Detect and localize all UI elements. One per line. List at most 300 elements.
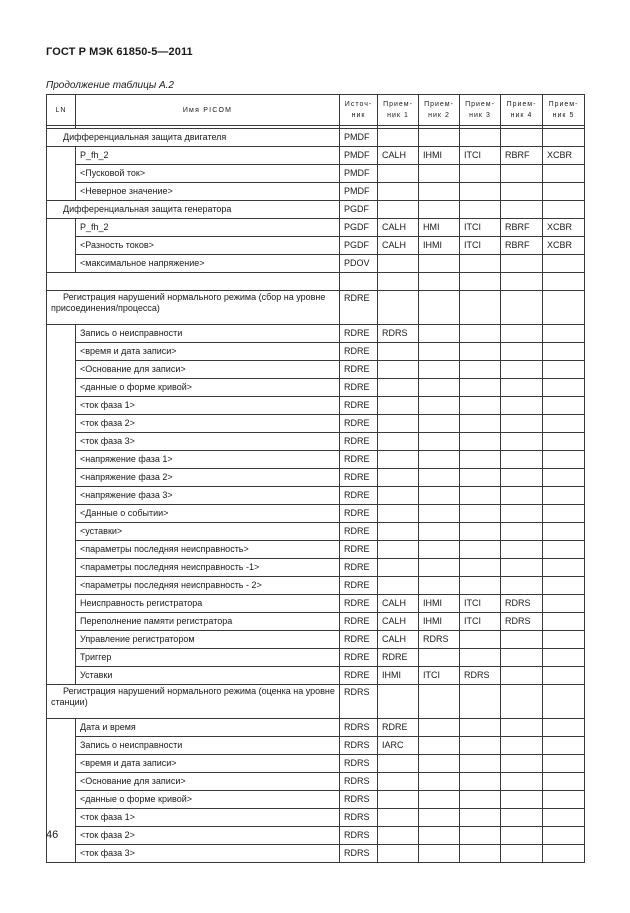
picom-name-cell: Уставки <box>76 667 340 685</box>
receiver-cell: CALH <box>378 613 419 631</box>
header-receiver-2: Прием-ник 2 <box>419 95 460 126</box>
receiver-cell <box>543 541 585 559</box>
receiver-cell <box>419 325 460 343</box>
receiver-cell <box>419 737 460 755</box>
receiver-cell: RDRE <box>378 719 419 737</box>
receiver-cell <box>419 165 460 183</box>
table-row <box>47 791 585 809</box>
receiver-cell <box>378 397 419 415</box>
ln-indent-cell <box>47 147 76 201</box>
table-row <box>47 343 585 361</box>
receiver-cell <box>378 755 419 773</box>
receiver-cell: RDRS <box>460 667 501 685</box>
receiver-cell <box>543 791 585 809</box>
receiver-cell: XCBR <box>543 147 585 165</box>
receiver-cell <box>543 613 585 631</box>
receiver-cell <box>378 273 419 291</box>
receiver-cell: CALH <box>378 219 419 237</box>
source-cell: RDRS <box>340 845 378 863</box>
source-cell: PMDF <box>340 129 378 147</box>
source-cell: RDRE <box>340 451 378 469</box>
receiver-cell <box>501 183 543 201</box>
table-row <box>47 433 585 451</box>
picom-name-cell: P_fh_2 <box>76 219 340 237</box>
picom-name-cell: <данные о форме кривой> <box>76 791 340 809</box>
receiver-cell <box>501 129 543 147</box>
receiver-cell <box>501 845 543 863</box>
receiver-cell <box>501 379 543 397</box>
receiver-cell <box>460 559 501 577</box>
picom-name-cell: Переполнение памяти регистратора <box>76 613 340 631</box>
receiver-cell <box>501 433 543 451</box>
receiver-cell <box>378 415 419 433</box>
receiver-cell <box>501 505 543 523</box>
source-cell: PGDF <box>340 219 378 237</box>
receiver-cell <box>419 541 460 559</box>
picom-name-cell: Запись о неисправности <box>76 325 340 343</box>
picom-name-cell: Дата и время <box>76 719 340 737</box>
receiver-cell <box>543 755 585 773</box>
receiver-cell <box>460 809 501 827</box>
group-name-cell: Регистрация нарушений нормального режима (сбор на уровне присоединения/процесса) <box>47 291 340 325</box>
receiver-cell <box>460 291 501 325</box>
table-row <box>47 577 585 595</box>
receiver-cell <box>419 809 460 827</box>
receiver-cell <box>501 255 543 273</box>
ln-indent-cell <box>47 325 76 685</box>
receiver-cell <box>501 809 543 827</box>
receiver-cell: HMI <box>419 219 460 237</box>
receiver-cell <box>419 451 460 469</box>
receiver-cell <box>543 379 585 397</box>
receiver-cell <box>378 183 419 201</box>
receiver-cell <box>543 559 585 577</box>
receiver-cell <box>460 325 501 343</box>
source-cell: RDRE <box>340 613 378 631</box>
receiver-cell <box>460 577 501 595</box>
receiver-cell <box>543 415 585 433</box>
receiver-cell <box>378 773 419 791</box>
receiver-cell <box>419 755 460 773</box>
receiver-cell <box>419 343 460 361</box>
receiver-cell <box>378 559 419 577</box>
table-row <box>47 487 585 505</box>
receiver-cell <box>378 451 419 469</box>
picom-name-cell: <максимальное напряжение> <box>76 255 340 273</box>
receiver-cell <box>501 325 543 343</box>
receiver-cell <box>460 165 501 183</box>
picom-name-cell: Запись о неисправности <box>76 737 340 755</box>
receiver-cell <box>378 129 419 147</box>
source-cell: RDRS <box>340 737 378 755</box>
receiver-cell <box>543 255 585 273</box>
receiver-cell <box>419 559 460 577</box>
receiver-cell: RDRS <box>501 595 543 613</box>
group-row <box>47 291 585 325</box>
receiver-cell <box>460 827 501 845</box>
receiver-cell <box>501 755 543 773</box>
source-cell: PMDF <box>340 147 378 165</box>
receiver-cell: RDRS <box>419 631 460 649</box>
picom-name-cell: <Разность токов> <box>76 237 340 255</box>
source-cell: RDRE <box>340 469 378 487</box>
table-row <box>47 631 585 649</box>
picom-name-cell: <Основание для записи> <box>76 361 340 379</box>
receiver-cell <box>460 719 501 737</box>
receiver-cell: ITCI <box>419 667 460 685</box>
receiver-cell <box>543 505 585 523</box>
receiver-cell: RBRF <box>501 147 543 165</box>
source-cell: RDRE <box>340 415 378 433</box>
picom-name-cell: Неисправность регистратора <box>76 595 340 613</box>
table-row <box>47 255 585 273</box>
receiver-cell <box>378 255 419 273</box>
receiver-cell <box>460 505 501 523</box>
picom-name-cell: <ток фаза 3> <box>76 845 340 863</box>
table-row <box>47 737 585 755</box>
receiver-cell: ITCI <box>460 613 501 631</box>
header-receiver-3: Прием-ник 3 <box>460 95 501 126</box>
receiver-cell <box>543 773 585 791</box>
receiver-cell <box>378 577 419 595</box>
picom-name-cell: <напряжение фаза 3> <box>76 487 340 505</box>
receiver-cell <box>378 343 419 361</box>
source-cell: RDRE <box>340 397 378 415</box>
receiver-cell <box>501 577 543 595</box>
receiver-cell <box>543 719 585 737</box>
receiver-cell <box>419 649 460 667</box>
table-row <box>47 219 585 237</box>
receiver-cell <box>460 845 501 863</box>
receiver-cell <box>378 291 419 325</box>
receiver-cell <box>419 129 460 147</box>
receiver-cell <box>460 541 501 559</box>
receiver-cell <box>378 487 419 505</box>
table-row <box>47 361 585 379</box>
receiver-cell <box>378 469 419 487</box>
receiver-cell <box>419 523 460 541</box>
table-row <box>47 469 585 487</box>
receiver-cell <box>419 469 460 487</box>
table-row <box>47 649 585 667</box>
receiver-cell <box>460 631 501 649</box>
receiver-cell <box>543 183 585 201</box>
receiver-cell: RDRS <box>378 325 419 343</box>
receiver-cell <box>378 433 419 451</box>
picom-name-cell: <напряжение фаза 1> <box>76 451 340 469</box>
receiver-cell <box>501 343 543 361</box>
table-row <box>47 755 585 773</box>
receiver-cell: XCBR <box>543 237 585 255</box>
receiver-cell <box>419 773 460 791</box>
receiver-cell <box>501 631 543 649</box>
picom-name-cell: P_fh_2 <box>76 147 340 165</box>
source-cell: RDRE <box>340 343 378 361</box>
receiver-cell <box>460 397 501 415</box>
receiver-cell <box>378 845 419 863</box>
table-row <box>47 183 585 201</box>
receiver-cell <box>543 361 585 379</box>
receiver-cell <box>543 129 585 147</box>
source-cell: RDRE <box>340 505 378 523</box>
table-row <box>47 667 585 685</box>
header-picom-name: Имя PICOM <box>76 95 340 126</box>
source-cell: RDRE <box>340 631 378 649</box>
source-cell: RDRS <box>340 827 378 845</box>
receiver-cell <box>501 719 543 737</box>
group-row <box>47 685 585 719</box>
receiver-cell <box>460 361 501 379</box>
picom-name-cell: <уставки> <box>76 523 340 541</box>
receiver-cell <box>543 325 585 343</box>
receiver-cell <box>460 451 501 469</box>
receiver-cell <box>460 791 501 809</box>
table-row <box>47 559 585 577</box>
receiver-cell <box>419 255 460 273</box>
receiver-cell <box>460 273 501 291</box>
receiver-cell <box>501 649 543 667</box>
receiver-cell: ITCI <box>460 237 501 255</box>
receiver-cell: XCBR <box>543 219 585 237</box>
receiver-cell <box>419 845 460 863</box>
receiver-cell <box>501 451 543 469</box>
receiver-cell <box>543 845 585 863</box>
receiver-cell <box>543 433 585 451</box>
receiver-cell <box>543 291 585 325</box>
header-receiver-5: Прием-ник 5 <box>543 95 585 126</box>
receiver-cell <box>501 415 543 433</box>
receiver-cell <box>419 397 460 415</box>
source-cell: RDRS <box>340 685 378 719</box>
empty-name-cell <box>47 273 340 291</box>
receiver-cell <box>378 165 419 183</box>
receiver-cell: CALH <box>378 631 419 649</box>
receiver-cell <box>460 343 501 361</box>
group-row <box>47 129 585 147</box>
picom-name-cell: <параметры последняя неисправность -1> <box>76 559 340 577</box>
header-source: Источ-ник <box>340 95 378 126</box>
receiver-cell <box>501 361 543 379</box>
source-cell: RDRE <box>340 541 378 559</box>
receiver-cell <box>501 165 543 183</box>
receiver-cell <box>460 255 501 273</box>
receiver-cell <box>501 773 543 791</box>
receiver-cell <box>543 451 585 469</box>
receiver-cell <box>378 361 419 379</box>
ln-indent-cell <box>47 219 76 273</box>
receiver-cell <box>419 201 460 219</box>
receiver-cell <box>543 487 585 505</box>
receiver-cell <box>501 397 543 415</box>
source-cell: RDRE <box>340 361 378 379</box>
header-receiver-4: Прием-ник 4 <box>501 95 543 126</box>
source-cell: PGDF <box>340 201 378 219</box>
receiver-cell <box>378 791 419 809</box>
header-ln: LN <box>47 95 76 126</box>
receiver-cell <box>460 737 501 755</box>
receiver-cell: IHMI <box>419 237 460 255</box>
receiver-cell: ITCI <box>460 147 501 165</box>
source-cell: RDRE <box>340 649 378 667</box>
receiver-cell <box>419 183 460 201</box>
receiver-cell <box>460 487 501 505</box>
picom-name-cell: Триггер <box>76 649 340 667</box>
picom-name-cell: <Данные о событии> <box>76 505 340 523</box>
receiver-cell <box>501 791 543 809</box>
source-cell: RDRE <box>340 595 378 613</box>
table-caption: Продолжение таблицы А.2 <box>46 80 174 91</box>
receiver-cell <box>501 487 543 505</box>
picom-name-cell: <параметры последняя неисправность - 2> <box>76 577 340 595</box>
receiver-cell <box>501 523 543 541</box>
receiver-cell <box>543 631 585 649</box>
source-cell <box>340 273 378 291</box>
table-row <box>47 147 585 165</box>
source-cell: RDRE <box>340 667 378 685</box>
receiver-cell <box>378 379 419 397</box>
receiver-cell <box>543 273 585 291</box>
picom-name-cell: Управление регистратором <box>76 631 340 649</box>
picom-name-cell: <ток фаза 3> <box>76 433 340 451</box>
receiver-cell <box>543 595 585 613</box>
receiver-cell <box>419 379 460 397</box>
receiver-cell <box>378 827 419 845</box>
empty-row <box>47 273 585 291</box>
receiver-cell <box>460 183 501 201</box>
receiver-cell <box>501 469 543 487</box>
header-receiver-1: Прием-ник 1 <box>378 95 419 126</box>
source-cell: RDRE <box>340 577 378 595</box>
receiver-cell <box>460 379 501 397</box>
group-name-cell: Дифференциальная защита двигателя <box>47 129 340 147</box>
table-row <box>47 325 585 343</box>
source-cell: PGDF <box>340 237 378 255</box>
receiver-cell <box>419 791 460 809</box>
receiver-cell <box>460 773 501 791</box>
receiver-cell <box>543 809 585 827</box>
receiver-cell <box>419 487 460 505</box>
receiver-cell <box>378 685 419 719</box>
receiver-cell <box>543 827 585 845</box>
picom-name-cell: <Неверное значение> <box>76 183 340 201</box>
receiver-cell <box>378 523 419 541</box>
receiver-cell <box>543 165 585 183</box>
receiver-cell <box>460 415 501 433</box>
receiver-cell <box>543 343 585 361</box>
receiver-cell <box>419 685 460 719</box>
receiver-cell <box>543 201 585 219</box>
receiver-cell <box>419 719 460 737</box>
picom-name-cell: <ток фаза 1> <box>76 809 340 827</box>
table-header-row <box>47 95 585 126</box>
receiver-cell <box>460 469 501 487</box>
table-row <box>47 773 585 791</box>
picom-name-cell: <время и дата записи> <box>76 755 340 773</box>
source-cell: RDRS <box>340 755 378 773</box>
receiver-cell <box>460 129 501 147</box>
table-row <box>47 719 585 737</box>
table-row <box>47 827 585 845</box>
receiver-cell <box>501 827 543 845</box>
receiver-cell <box>543 649 585 667</box>
receiver-cell <box>378 201 419 219</box>
picom-name-cell: <параметры последняя неисправность> <box>76 541 340 559</box>
receiver-cell <box>419 415 460 433</box>
receiver-cell <box>460 523 501 541</box>
picom-name-cell: <ток фаза 2> <box>76 827 340 845</box>
table-row <box>47 845 585 863</box>
receiver-cell: RDRS <box>501 613 543 631</box>
receiver-cell <box>543 397 585 415</box>
source-cell: RDRS <box>340 809 378 827</box>
receiver-cell <box>460 649 501 667</box>
table-row <box>47 165 585 183</box>
receiver-cell <box>460 685 501 719</box>
receiver-cell <box>460 201 501 219</box>
receiver-cell <box>501 273 543 291</box>
table-row <box>47 451 585 469</box>
table-row <box>47 613 585 631</box>
receiver-cell <box>501 201 543 219</box>
group-name-cell: Дифференциальная защита генератора <box>47 201 340 219</box>
receiver-cell <box>419 361 460 379</box>
table-row <box>47 541 585 559</box>
receiver-cell <box>543 667 585 685</box>
receiver-cell <box>501 291 543 325</box>
picom-name-cell: <ток фаза 2> <box>76 415 340 433</box>
receiver-cell <box>543 469 585 487</box>
receiver-cell <box>378 505 419 523</box>
receiver-cell <box>501 559 543 577</box>
receiver-cell: IHMI <box>419 147 460 165</box>
picom-name-cell: <данные о форме кривой> <box>76 379 340 397</box>
picom-name-cell: <ток фаза 1> <box>76 397 340 415</box>
receiver-cell <box>419 827 460 845</box>
receiver-cell: IARC <box>378 737 419 755</box>
picom-name-cell: <напряжение фаза 2> <box>76 469 340 487</box>
document-title: ГОСТ Р МЭК 61850-5—2011 <box>46 46 193 58</box>
group-row <box>47 201 585 219</box>
receiver-cell: RDRE <box>378 649 419 667</box>
receiver-cell <box>501 667 543 685</box>
table-row <box>47 379 585 397</box>
receiver-cell <box>501 737 543 755</box>
receiver-cell <box>419 577 460 595</box>
source-cell: RDRE <box>340 433 378 451</box>
table-row <box>47 397 585 415</box>
receiver-cell: ITCI <box>460 595 501 613</box>
receiver-cell: CALH <box>378 237 419 255</box>
receiver-cell <box>543 577 585 595</box>
picom-table <box>46 94 585 863</box>
receiver-cell: CALH <box>378 595 419 613</box>
receiver-cell <box>460 433 501 451</box>
receiver-cell <box>543 523 585 541</box>
receiver-cell <box>419 505 460 523</box>
receiver-cell <box>419 433 460 451</box>
receiver-cell <box>543 737 585 755</box>
receiver-cell <box>419 291 460 325</box>
picom-name-cell: <Основание для записи> <box>76 773 340 791</box>
source-cell: RDRE <box>340 379 378 397</box>
receiver-cell <box>460 755 501 773</box>
table-row <box>47 595 585 613</box>
receiver-cell: RBRF <box>501 219 543 237</box>
receiver-cell <box>378 809 419 827</box>
table-row <box>47 237 585 255</box>
source-cell: PMDF <box>340 183 378 201</box>
source-cell: RDRE <box>340 523 378 541</box>
